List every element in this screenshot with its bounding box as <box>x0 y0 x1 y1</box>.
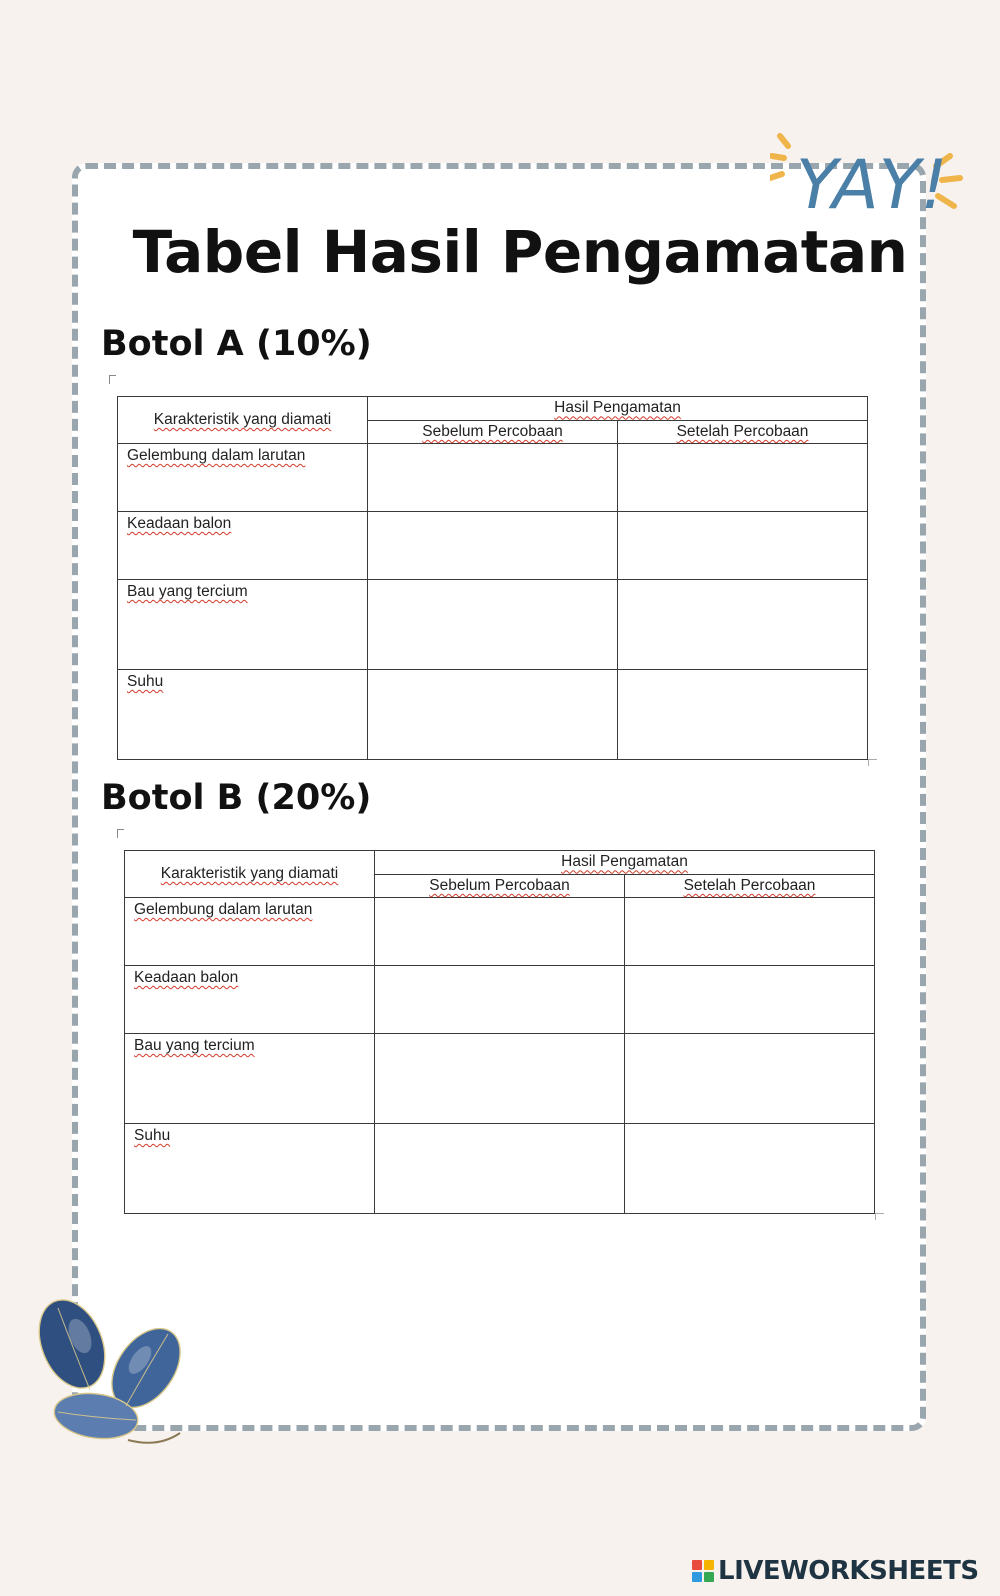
observation-table-botol-a <box>117 396 868 760</box>
table-row <box>118 670 868 760</box>
table-row <box>125 1034 875 1124</box>
column-header-results: Hasil Pengamatan <box>375 851 875 875</box>
liveworksheets-logo[interactable] <box>692 1556 979 1586</box>
cell-after-balloon[interactable] <box>618 512 868 580</box>
cell-before-smell[interactable] <box>368 580 618 670</box>
table-row <box>118 444 868 512</box>
column-header-after: Setelah Percobaan <box>625 874 875 898</box>
cell-before-bubbles[interactable] <box>375 898 625 966</box>
cell-before-smell[interactable] <box>375 1034 625 1124</box>
observation-table-botol-b <box>124 850 875 1214</box>
cell-before-temperature[interactable] <box>368 670 618 760</box>
page-title: Tabel Hasil Pengamatan <box>132 218 908 286</box>
table-row <box>118 580 868 670</box>
cell-before-bubbles[interactable] <box>368 444 618 512</box>
table-row <box>125 898 875 966</box>
table-row <box>125 1124 875 1214</box>
cell-before-temperature[interactable] <box>375 1124 625 1214</box>
cell-before-balloon[interactable] <box>368 512 618 580</box>
logo-mark-icon <box>692 1560 714 1582</box>
column-header-characteristic: Karakteristik yang diamati <box>125 851 375 898</box>
cell-after-temperature[interactable] <box>625 1124 875 1214</box>
cell-after-smell[interactable] <box>618 580 868 670</box>
column-header-after: Setelah Percobaan <box>618 420 868 444</box>
leaf-decoration-icon <box>28 1288 203 1458</box>
row-label-smell: Bau yang tercium <box>118 580 368 670</box>
row-label-balloon: Keadaan balon <box>125 966 375 1034</box>
row-label-balloon: Keadaan balon <box>118 512 368 580</box>
section-heading-botol-a: Botol A (10%) <box>101 324 372 364</box>
logo-text: LIVEWORKSHEETS <box>718 1556 979 1586</box>
cell-after-bubbles[interactable] <box>625 898 875 966</box>
table-end-mark <box>875 1213 884 1220</box>
table-anchor-mark <box>109 375 116 384</box>
row-label-smell: Bau yang tercium <box>125 1034 375 1124</box>
cell-after-bubbles[interactable] <box>618 444 868 512</box>
cell-after-smell[interactable] <box>625 1034 875 1124</box>
column-header-before: Sebelum Percobaan <box>375 874 625 898</box>
cell-after-temperature[interactable] <box>618 670 868 760</box>
section-heading-botol-b: Botol B (20%) <box>101 778 372 818</box>
column-header-before: Sebelum Percobaan <box>368 420 618 444</box>
column-header-characteristic: Karakteristik yang diamati <box>118 397 368 444</box>
yay-text: YAY! <box>796 146 948 225</box>
row-label-bubbles: Gelembung dalam larutan <box>118 444 368 512</box>
table-row <box>125 966 875 1034</box>
table-end-mark <box>868 759 877 766</box>
cell-before-balloon[interactable] <box>375 966 625 1034</box>
table-anchor-mark <box>117 829 124 838</box>
column-header-results: Hasil Pengamatan <box>368 397 868 421</box>
row-label-temperature: Suhu <box>125 1124 375 1214</box>
table-row <box>118 512 868 580</box>
row-label-bubbles: Gelembung dalam larutan <box>125 898 375 966</box>
row-label-temperature: Suhu <box>118 670 368 760</box>
cell-after-balloon[interactable] <box>625 966 875 1034</box>
